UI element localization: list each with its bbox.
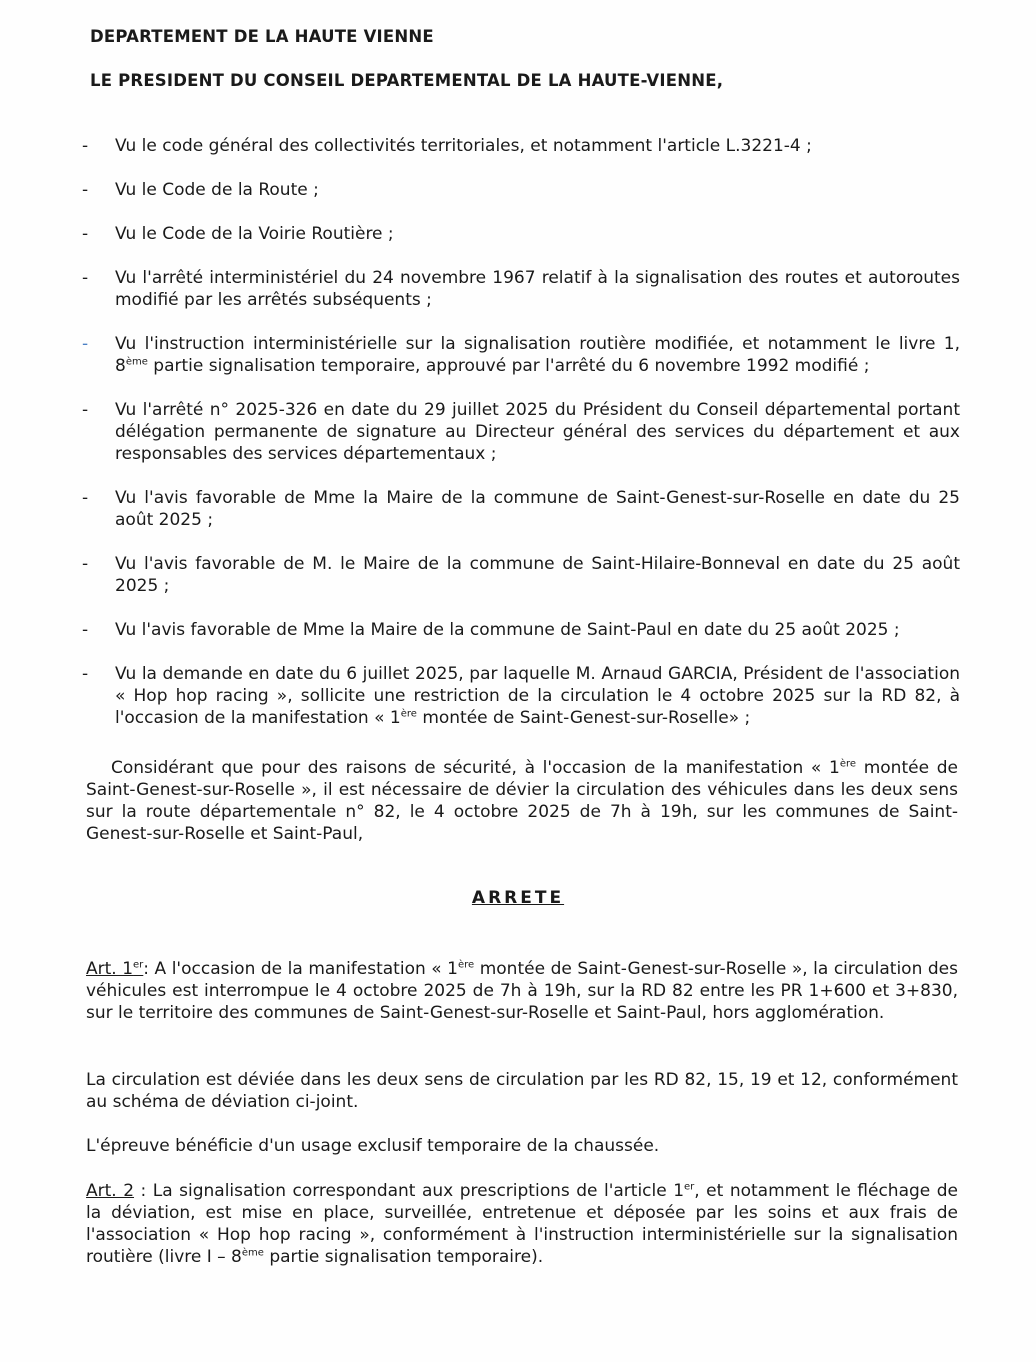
consideration-item bbox=[82, 553, 960, 597]
article-1-label bbox=[86, 959, 143, 979]
text-run: Vu l'arrêté n° 2025-326 en date du 29 juillet 2025 du Président du Conseil départemental portant délégation permanente de signature au Directeur général des services du département et aux responsables des services départementaux ; bbox=[115, 400, 960, 464]
text-run: Vu le Code de la Voirie Routière ; bbox=[115, 224, 394, 244]
article-1-label-sup: er bbox=[133, 959, 144, 971]
considerations-list bbox=[82, 135, 960, 751]
text-run: Vu l'avis favorable de Mme la Maire de la commune de Saint-Paul en date du 25 août 2025 ; bbox=[115, 620, 900, 640]
dash-bullet: - bbox=[82, 620, 89, 640]
article-2-label: Art. 2 bbox=[86, 1181, 135, 1201]
considerant-paragraph bbox=[86, 757, 958, 845]
superscript: er bbox=[684, 1181, 695, 1193]
dash-bullet: - bbox=[82, 554, 89, 574]
superscript: ère bbox=[400, 708, 417, 720]
text-run: montée de Saint-Genest-sur-Roselle », il est nécessaire de dévier la circulation des véhicules dans les deux sens sur la route départementale n° 82, le 4 octobre 2025 de 7h à 19h, sur les communes de Saint-Genest-sur-Roselle et Saint-Paul, bbox=[86, 758, 958, 844]
text-run: montée de Saint-Genest-sur-Roselle », la circulation des véhicules est interrompue le 4 octobre 2025 de 7h à 19h, sur la RD 82 entre les PR 1+600 et 3+830, sur le territoire des communes de Saint-Genest-sur-Roselle et Saint-Paul, hors agglomération. bbox=[86, 959, 958, 1023]
dash-bullet: - bbox=[82, 334, 89, 354]
article-2 bbox=[86, 1180, 958, 1268]
arrete-title-text: ARRETE bbox=[471, 888, 565, 908]
consideration-item bbox=[82, 333, 960, 377]
text-run: Vu l'instruction interministérielle sur la signalisation routière modifiée, et notamment le livre 1, 8 bbox=[115, 334, 960, 376]
superscript: ème bbox=[125, 356, 148, 368]
consideration-item bbox=[82, 223, 960, 245]
text-run: Vu le Code de la Route ; bbox=[115, 180, 319, 200]
consideration-item bbox=[82, 619, 960, 641]
consideration-item bbox=[82, 399, 960, 465]
article-1-paragraph-2: La circulation est déviée dans les deux sens de circulation par les RD 82, 15, 19 et 12, conformément au schéma de déviation ci-joint. bbox=[86, 1070, 958, 1112]
text-run: Considérant que pour des raisons de sécurité, à l'occasion de la manifestation « 1 bbox=[111, 758, 840, 778]
article-1 bbox=[86, 958, 958, 1024]
dash-bullet: - bbox=[82, 488, 89, 508]
text-run: Vu l'arrêté interministériel du 24 novembre 1967 relatif à la signalisation des routes et autoroutes modifié par les arrêtés subséquents ; bbox=[115, 268, 960, 310]
text-run: , et notamment le fléchage de la déviation, est mise en place, surveillée, entretenue et déposée par les soins et aux frais de l'association « Hop hop racing », conformément à l'instruction interministérielle sur la signalisation routière (livre I – 8 bbox=[86, 1181, 958, 1267]
dash-bullet: - bbox=[82, 180, 89, 200]
text-run: partie signalisation temporaire, approuvé par l'arrêté du 6 novembre 1992 modifié ; bbox=[147, 356, 870, 376]
article-1-label-main: Art. 1 bbox=[86, 959, 134, 979]
consideration-item bbox=[82, 663, 960, 729]
text-run: Vu l'avis favorable de M. le Maire de la commune de Saint-Hilaire-Bonneval en date du 25 août 2025 ; bbox=[115, 554, 960, 596]
dash-bullet: - bbox=[82, 664, 89, 684]
department-heading: DEPARTEMENT DE LA HAUTE VIENNE bbox=[90, 27, 434, 46]
article-1-paragraph-3: L'épreuve bénéficie d'un usage exclusif temporaire de la chaussée. bbox=[86, 1136, 660, 1156]
dash-bullet: - bbox=[82, 136, 89, 156]
text-run: montée de Saint-Genest-sur-Roselle» ; bbox=[416, 708, 751, 728]
consideration-item bbox=[82, 179, 960, 201]
arrete-title bbox=[0, 888, 1036, 908]
text-run: partie signalisation temporaire). bbox=[263, 1247, 544, 1267]
consideration-item bbox=[82, 487, 960, 531]
dash-bullet: - bbox=[82, 400, 89, 420]
text-run: : La signalisation correspondant aux prescriptions de l'article 1 bbox=[134, 1181, 685, 1201]
text-run: Vu la demande en date du 6 juillet 2025, par laquelle M. Arnaud GARCIA, Président de l'association « Hop hop racing », sollicite une restriction de la circulation le 4 octobre 2025 sur la RD 82, à l'occasion de la manifestation « 1 bbox=[115, 664, 960, 728]
superscript: ère bbox=[839, 758, 857, 770]
president-heading: LE PRESIDENT DU CONSEIL DEPARTEMENTAL DE LA HAUTE-VIENNE, bbox=[90, 71, 724, 90]
text-run: Vu l'avis favorable de Mme la Maire de la commune de Saint-Genest-sur-Roselle en date du 25 août 2025 ; bbox=[115, 488, 960, 530]
superscript: ème bbox=[241, 1247, 264, 1259]
dash-bullet: - bbox=[82, 268, 89, 288]
text-run: : A l'occasion de la manifestation « 1 bbox=[143, 959, 458, 979]
superscript: ère bbox=[458, 959, 475, 971]
consideration-item bbox=[82, 135, 960, 157]
consideration-item bbox=[82, 267, 960, 311]
dash-bullet: - bbox=[82, 224, 89, 244]
text-run: Vu le code général des collectivités territoriales, et notamment l'article L.3221-4 ; bbox=[115, 136, 812, 156]
